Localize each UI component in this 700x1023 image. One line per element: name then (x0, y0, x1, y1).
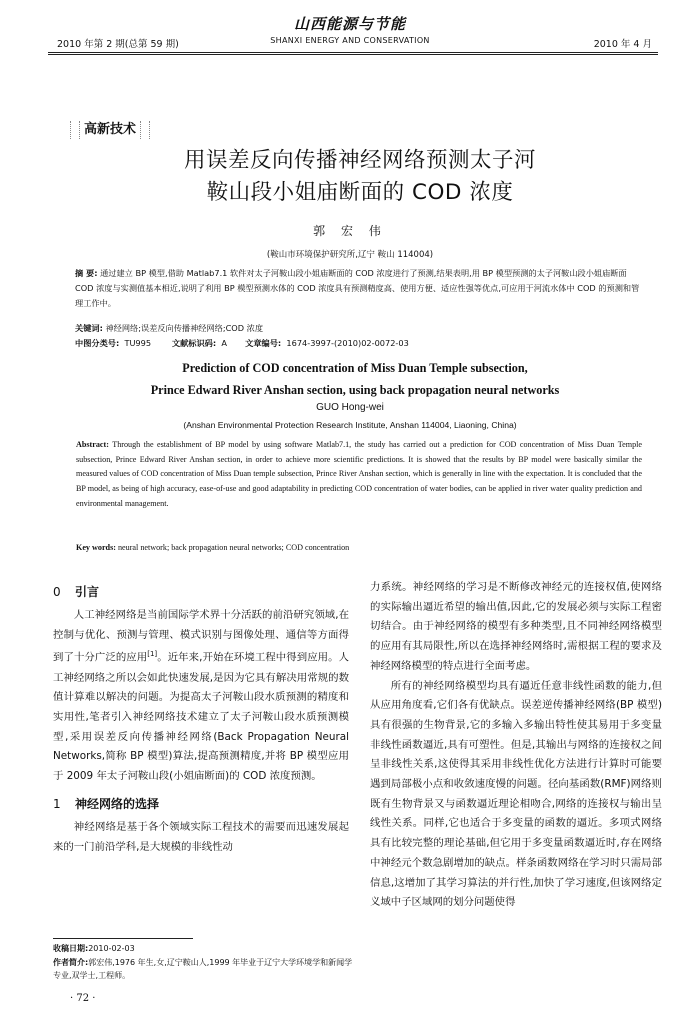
body-column-left (53, 578, 349, 857)
clc-label: 中图分类号: (75, 338, 120, 348)
paragraph: 力系统。神经网络的学习是不断修改神经元的连接权值,使网络的实际输出逼近希望的输出值,因此,它的发展必须与实际工程密切结合。由于神经网络的模型有多种类型,且不同神经网络模型的应用有其局限性,所以在选择神经网络时,需根据工程的要求及神经网络模型的特点进行全面考虑。 (370, 581, 662, 672)
section-title: 引言 (75, 585, 100, 599)
doc-code-value: A (221, 338, 227, 348)
section-tag-bracket-left (70, 121, 80, 139)
abstract-en-label: Abstract: (76, 440, 109, 449)
paper-title-en (60, 357, 650, 401)
paragraph (53, 606, 349, 787)
footnote-received-value: 2010-02-03 (88, 944, 135, 953)
issue-info: 2010 年第 2 期(总第 59 期) (57, 39, 179, 50)
section-title: 神经网络的选择 (75, 796, 160, 811)
section-tag-label: 高新技术 (84, 122, 137, 137)
journal-masthead-cn: 山西能源与节能 (293, 15, 406, 33)
abstract-en-text: Through the establishment of BP model by using software Matlab7.1, the study has carried out a prediction for COD concentration of Miss Duan Temple subsection, Prince Edward River Anshan section, in order to achieve more scientific predictions. It is showed that the results by BP model were basically similar the measured values of COD concentration of Miss Duan temple subsection, Prince River Anshan section, which is generally in line with the expectation. It is concluded that the BP model, as being of high accuracy, ease-of-use and good adaptability in predicting COD concentration of water bodies, can be applied in river water quality prediction and environmental management. (76, 440, 642, 508)
section-tag (66, 118, 154, 139)
paper-title-cn (100, 145, 620, 209)
header-rule (48, 52, 658, 53)
journal-masthead-en: SHANXI ENERGY AND CONSERVATION (270, 36, 430, 45)
paragraph-text: 人工神经网络是当前国际学术界十分活跃的前沿研究领域,在控制与优化、预测与管理、模式识别与图像处理、通信等方面得到了十分广泛的应用 (53, 609, 349, 664)
footnote-received-label: 收稿日期: (53, 944, 89, 953)
keywords-en-label: Key words: (76, 543, 116, 552)
section-heading-network (53, 790, 349, 818)
abstract-cn-label: 摘 要: (75, 268, 98, 278)
footnote-author (53, 957, 353, 982)
article-no-value: 1674-3997-(2010)02-0072-03 (286, 338, 409, 348)
abstract-cn-text: 通过建立 BP 模型,借助 Matlab7.1 软件对太子河鞍山段小姐庙断面的 COD 浓度进行了预测,结果表明,用 BP 模型预测的太子河鞍山段小姐庙断面 COD 浓度与实测值基本相近,说明了利用 BP 模型预测水体的 COD 浓度具有预测精度高、使用方便、适应性强等优点,可应用于河流水体中 COD 的预测和管理工作中。 (75, 268, 640, 308)
article-no-label: 文章编号: (245, 338, 282, 348)
paper-title-en-line2: Prince Edward River Anshan section, using back propagation neural networks (150, 383, 560, 397)
keywords-cn-text: 神经网络;误差反向传播神经网络;COD 浓度 (105, 323, 264, 333)
paper-title-cn-line1: 用误差反向传播神经网络预测太子河 (183, 148, 536, 173)
issue-date: 2010 年 4 月 (593, 39, 652, 50)
paragraph: 所有的神经网络模型均具有逼近任意非线性函数的能力,但从应用角度看,它们各有优缺点。误差逆传播神经网络(BP 模型)具有很强的生物背景,它的多输入多输出特性使其易用于多变量非线性函数逼近,具有可塑性。但是,其输出与网络的连接权之间呈非线性关系,这使得其采用非线性优化方法进行计算时可能要遇到局部极小点和收敛速度慢的问题。径向基函数(RMF)网络则既有生物背景又与函数逼近理论相吻合,网络的连接权与输出呈线性关系。同样,它也适合于多变量的函数的逼近。多项式网络具有比较完整的理论基础,但它用于多变量函数逼近时,存在网络中神经元个数急剧增加的缺点。样条函数网络在学习时只需局部信息,这增加了其学习算法的并行性,加快了学习速度,但该网络定义域中子区域网的划分问题使得 (370, 679, 662, 909)
affiliation-cn: (鞍山市环境保护研究所,辽宁 鞍山 114004) (266, 250, 434, 260)
clc-value: TU995 (124, 338, 152, 348)
footnote-author-label: 作者简介: (53, 958, 89, 967)
keywords-cn-label: 关键词: (75, 323, 103, 333)
citation-ref[interactable]: [1] (147, 650, 158, 659)
section-tag-bracket-right (140, 121, 150, 139)
affiliation-en: (Anshan Environmental Protection Research Institute, Anshan 114004, Liaoning, China) (183, 420, 517, 430)
keywords-cn (75, 321, 641, 336)
section-heading-intro (53, 578, 349, 606)
abstract-cn (75, 266, 641, 311)
paragraph-text: 。近年来,开始在环境工程中得到应用。人工神经网络之所以会如此快速发展,是因为它具有解决用常规的数值计算难以解决的问题。为提高太子河鞍山段水质预测的精度和实用性,笔者引入神经网络技术建立了太子河鞍山段水质预测模型,采用误差反向传播神经网络(Back Propagation Neural Networks,简称 BP 模型)算法,提高预测精度,并将 BP 模型应用于 2009 年太子河鞍山段(小姐庙断面)的 COD 浓度预测。 (53, 651, 349, 783)
paragraph: 神经网络是基于各个领域实际工程技术的需要而迅速发展起来的一门前沿学科,是大规模的非线性动 (53, 820, 349, 853)
classification-line (75, 336, 641, 351)
page-number: · 72 · (70, 993, 96, 1004)
section-number: 0 (53, 585, 61, 599)
keywords-en-text: neural network; back propagation neural networks; COD concentration (117, 543, 350, 552)
paper-title-en-line1: Prediction of COD concentration of Miss Duan Temple subsection, (182, 361, 528, 375)
abstract-en (76, 438, 642, 512)
author-cn: 郭 宏 伟 (313, 224, 387, 238)
keywords-en (76, 543, 642, 552)
footnote-received (53, 943, 353, 956)
section-number: 1 (53, 796, 61, 811)
footnote-rule (53, 938, 193, 939)
doc-code-label: 文献标识码: (171, 338, 217, 348)
author-en: GUO Hong-wei (316, 402, 384, 413)
footnote-author-value: 郭宏伟,1976 年生,女,辽宁鞍山人,1999 年毕业于辽宁大学环境学和新闻学专业,双学士,工程师。 (53, 958, 353, 980)
body-column-right (370, 578, 662, 913)
header-rule-secondary (48, 54, 658, 55)
paper-title-cn-line2: 鞍山段小姐庙断面的 COD 浓度 (206, 180, 514, 205)
